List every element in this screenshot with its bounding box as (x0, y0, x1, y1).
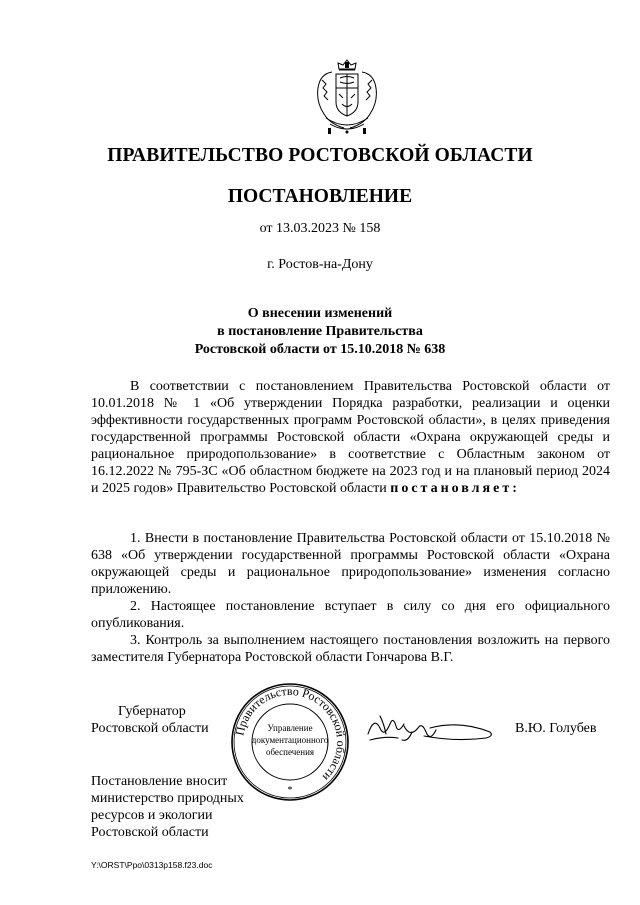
seal-inner-line: документационного (251, 735, 329, 745)
seal-inner-line: Управление (267, 723, 313, 733)
handwritten-signature (360, 706, 500, 752)
seal-star: * (287, 785, 293, 796)
city: г. Ростов-на-Дону (267, 257, 373, 272)
date-number: от 13.03.2023 № 158 (259, 221, 381, 236)
signatory-region: Ростовской области (91, 721, 209, 736)
item-text: 2. Настоящее постановление вступает в силу со дня его официального опубликования. (91, 599, 610, 631)
submitted-by-line: Ростовской области (91, 825, 209, 840)
signatory-title: Губернатор (118, 704, 186, 719)
organization-title: ПРАВИТЕЛЬСТВО РОСТОВСКОЙ ОБЛАСТИ (107, 145, 533, 166)
submitted-by-line: ресурсов и экологии (91, 808, 213, 823)
preamble-text: В соответствии с постановлением Правительства Ростовской области от 10.01.2018 № 1 «Об утверждении Порядка разработки, реализации и оценки эффективности государственных программ Ростовской области», в целях приведения государственной программы Ростовской области «Охрана окружающей среды и рациональное природопользование» в соответствие с Областным законом от 16.12.2022 № 795-ЗС «Об областном бюджете на 2023 год и на плановый период 2024 и 2025 годов» Правительство Ростовской области (91, 379, 610, 496)
item-2 (91, 598, 610, 632)
decree-word: постановляет: (390, 481, 520, 496)
file-reference: Y:\ORST\Ppo\0313p158.f23.doc (91, 860, 213, 870)
signatory-name: В.Ю. Голубев (515, 721, 597, 736)
item-text: 3. Контроль за выполнением настоящего постановления возложить на первого заместителя Губернатора Ростовской области Гончарова В.Г. (91, 633, 610, 665)
submitted-by-line: Постановление вносит (91, 774, 228, 789)
submitted-by-line: министерство природных (91, 791, 244, 806)
document-subject (0, 305, 640, 359)
preamble-paragraph (91, 378, 610, 497)
subject-line: Ростовской области от 15.10.2018 № 638 (194, 342, 446, 357)
item-3 (91, 632, 610, 666)
subject-line: в постановление Правительства (217, 324, 423, 339)
subject-line: О внесении изменений (247, 306, 393, 321)
submitted-by-block (91, 773, 244, 841)
seal-ring-text: Правительство Ростовской области (232, 683, 349, 785)
item-1 (91, 530, 610, 598)
official-seal (229, 681, 351, 803)
coat-of-arms-icon (312, 58, 382, 138)
document-type: ПОСТАНОВЛЕНИЕ (227, 186, 413, 207)
item-text: 1. Внести в постановление Правительства Ростовской области от 15.10.2018 № 638 «Об утверждении государственной программы Ростовской области «Охрана окружающей среды и рациональное природопользование» изменения согласно приложению. (91, 531, 610, 597)
seal-inner-line: обеспечения (265, 747, 315, 757)
